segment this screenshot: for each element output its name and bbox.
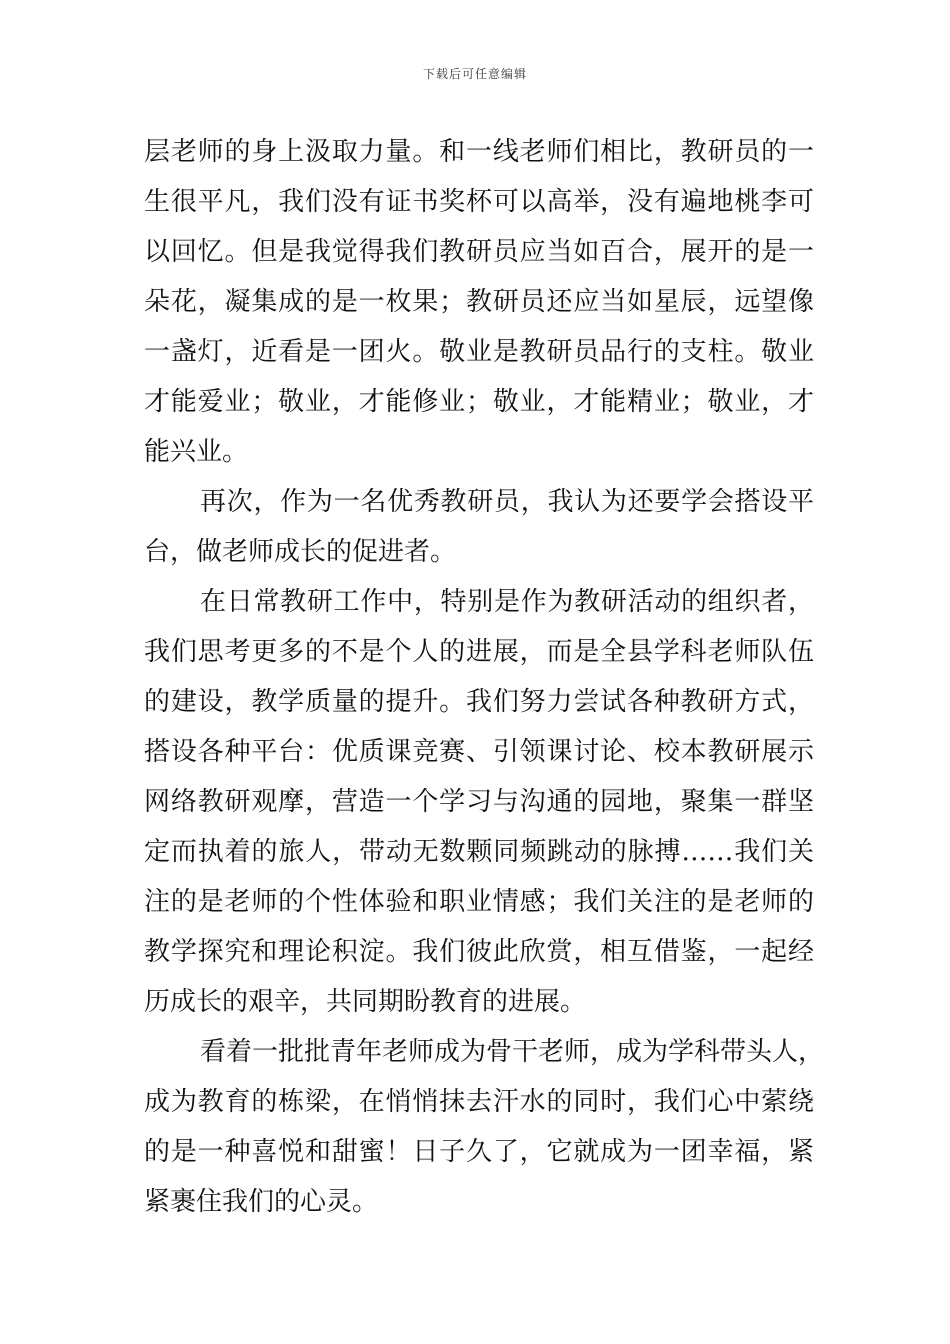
text-line: 网络教研观摩，营造一个学习与沟通的园地，聚集一群坚	[144, 787, 814, 817]
text-line: 才能爱业；敬业，才能修业；敬业，才能精业；敬业，才	[144, 387, 814, 417]
text-line: 生很平凡，我们没有证书奖杯可以高举，没有遍地桃李可	[144, 187, 814, 217]
text-line: 历成长的艰辛，共同期盼教育的进展。	[144, 987, 587, 1017]
text-line: 能兴业。	[144, 437, 249, 467]
text-line: 成为教育的栋梁，在悄悄抹去汗水的同时，我们心中萦绕	[144, 1087, 814, 1117]
text-line: 看着一批批青年老师成为骨干老师，成为学科带头人，	[200, 1037, 825, 1067]
document-body	[144, 127, 825, 1227]
text-line: 的是一种喜悦和甜蜜！日子久了，它就成为一团幸福，紧	[144, 1137, 814, 1167]
text-line: 紧裹住我们的心灵。	[144, 1187, 379, 1217]
paragraph	[144, 127, 814, 477]
text-line: 台，做老师成长的促进者。	[144, 537, 457, 567]
text-line: 再次，作为一名优秀教研员，我认为还要学会搭设平	[200, 487, 814, 517]
text-line: 层老师的身上汲取力量。和一线老师们相比，教研员的一	[144, 137, 814, 167]
text-line: 注的是老师的个性体验和职业情感；我们关注的是老师的	[144, 887, 814, 917]
text-line: 以回忆。但是我觉得我们教研员应当如百合，展开的是一	[144, 237, 814, 267]
text-line: 定而执着的旅人，带动无数颗同频跳动的脉搏……我们关	[144, 837, 814, 867]
paragraph	[144, 577, 814, 1027]
paragraph	[144, 477, 814, 577]
page-header: 下载后可任意编辑	[422, 67, 527, 81]
text-line: 搭设各种平台：优质课竞赛、引领课讨论、校本教研展示	[144, 737, 814, 767]
text-line: 在日常教研工作中，特别是作为教研活动的组织者，	[200, 587, 814, 617]
text-line: 朵花，凝集成的是一枚果；教研员还应当如星辰，远望像	[144, 287, 814, 317]
text-line: 一盏灯，近看是一团火。敬业是教研员品行的支柱。敬业	[144, 337, 814, 367]
text-line: 教学探究和理论积淀。我们彼此欣赏，相互借鉴，一起经	[144, 937, 814, 967]
paragraph	[144, 1027, 825, 1227]
text-line: 我们思考更多的不是个人的进展，而是全县学科老师队伍	[144, 637, 814, 667]
text-line: 的建设，教学质量的提升。我们努力尝试各种教研方式，	[144, 687, 814, 717]
